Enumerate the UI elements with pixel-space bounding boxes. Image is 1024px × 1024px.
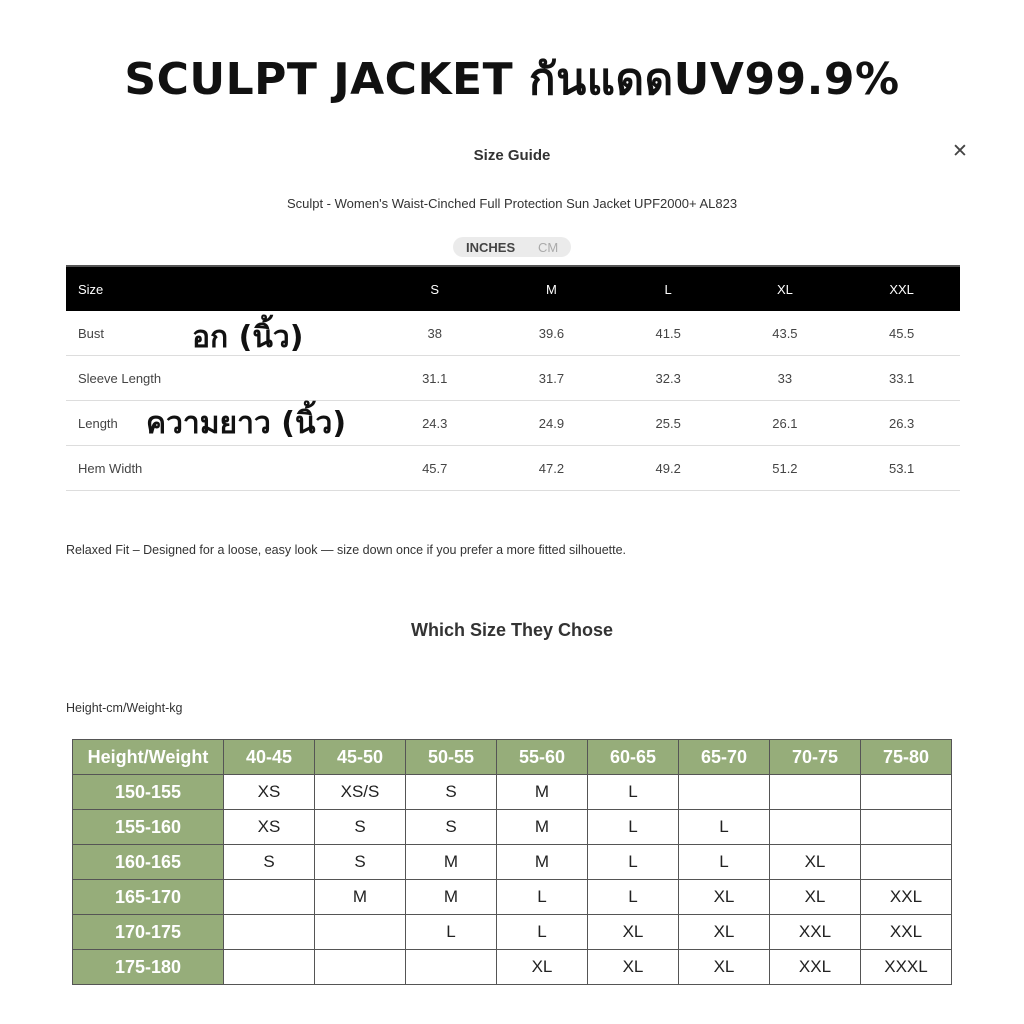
size-table-row (66, 356, 960, 401)
size-choice-cell: XXXL (861, 950, 952, 985)
size-choice-cell: XL (497, 950, 588, 985)
size-header-cell: Size (66, 266, 376, 311)
size-choice-cell: L (588, 845, 679, 880)
size-choice-cell: S (406, 775, 497, 810)
height-row-header: 165-170 (73, 880, 224, 915)
size-choice-cell: XXL (770, 950, 861, 985)
size-choice-cell: XL (679, 950, 770, 985)
fit-note: Relaxed Fit – Designed for a loose, easy look — size down once if you prefer a more fitted silhouette. (66, 543, 627, 557)
unit-option-inches[interactable]: INCHES (466, 240, 516, 255)
size-header-cell: S (376, 266, 493, 311)
chart-unit-label: Height-cm/Weight-kg (66, 701, 183, 715)
thai-length-label: ความยาว (นิ้ว) (146, 406, 347, 441)
size-choice-cell (861, 845, 952, 880)
weight-header-cell: 40-45 (224, 740, 315, 775)
size-value-cell: 26.3 (843, 401, 960, 446)
size-choice-cell: S (224, 845, 315, 880)
size-value-cell: 49.2 (610, 446, 727, 491)
weight-header-cell: 45-50 (315, 740, 406, 775)
height-row-header: 155-160 (73, 810, 224, 845)
size-choice-cell: L (497, 880, 588, 915)
size-choice-cell: S (315, 845, 406, 880)
size-value-cell: 51.2 (727, 446, 844, 491)
weight-header-cell: 75-80 (861, 740, 952, 775)
size-row-label: Bust (66, 311, 376, 356)
size-choice-cell: XS (224, 810, 315, 845)
size-choice-cell: XL (770, 880, 861, 915)
height-row-header: 170-175 (73, 915, 224, 950)
size-value-cell: 31.1 (376, 356, 493, 401)
weight-header-cell: 65-70 (679, 740, 770, 775)
size-header-cell: XL (727, 266, 844, 311)
size-choice-cell: XXL (861, 880, 952, 915)
size-choice-cell: XL (679, 880, 770, 915)
size-choice-cell: XL (588, 950, 679, 985)
size-value-cell: 38 (376, 311, 493, 356)
size-value-cell: 41.5 (610, 311, 727, 356)
size-choice-cell: XL (770, 845, 861, 880)
size-header-cell: M (493, 266, 610, 311)
size-value-cell: 33.1 (843, 356, 960, 401)
size-choice-cell: M (406, 845, 497, 880)
size-choice-cell (224, 880, 315, 915)
close-icon[interactable]: ✕ (952, 141, 968, 162)
size-choice-cell: XXL (770, 915, 861, 950)
size-choice-cell: L (679, 810, 770, 845)
size-choice-cell: XS/S (315, 775, 406, 810)
choice-table-row (73, 845, 952, 880)
choice-table-row (73, 880, 952, 915)
size-choice-cell: L (588, 880, 679, 915)
weight-header-cell: 55-60 (497, 740, 588, 775)
size-value-cell: 26.1 (727, 401, 844, 446)
choice-table-row (73, 775, 952, 810)
size-value-cell: 39.6 (493, 311, 610, 356)
size-choice-cell: M (315, 880, 406, 915)
height-row-header: 160-165 (73, 845, 224, 880)
weight-header-cell: 70-75 (770, 740, 861, 775)
size-table-header (66, 266, 960, 311)
size-choice-table (72, 739, 952, 985)
size-choice-cell: XS (224, 775, 315, 810)
choice-table-row (73, 950, 952, 985)
size-row-label: Length (66, 401, 376, 446)
unit-toggle[interactable] (453, 237, 571, 257)
size-choice-cell: L (588, 775, 679, 810)
weight-header-cell: 50-55 (406, 740, 497, 775)
unit-option-cm[interactable]: CM (538, 240, 559, 255)
size-value-cell: 45.5 (843, 311, 960, 356)
choice-corner-header: Height/Weight (73, 740, 224, 775)
size-choice-cell: XL (679, 915, 770, 950)
size-choice-cell: M (406, 880, 497, 915)
size-row-label: Sleeve Length (66, 356, 376, 401)
size-table (66, 265, 960, 491)
size-value-cell: 31.7 (493, 356, 610, 401)
weight-header-cell: 60-65 (588, 740, 679, 775)
size-value-cell: 32.3 (610, 356, 727, 401)
modal-title: Size Guide (473, 147, 551, 164)
size-value-cell: 24.9 (493, 401, 610, 446)
size-choice-cell: L (679, 845, 770, 880)
size-choice-cell: M (497, 775, 588, 810)
choice-table-row (73, 915, 952, 950)
size-choice-cell (315, 915, 406, 950)
size-choice-cell (224, 950, 315, 985)
promo-title: SCULPT JACKET กันแดดUV99.9% (124, 54, 900, 105)
size-value-cell: 45.7 (376, 446, 493, 491)
size-choice-cell (315, 950, 406, 985)
size-choice-cell: M (497, 810, 588, 845)
size-value-cell: 24.3 (376, 401, 493, 446)
height-row-header: 150-155 (73, 775, 224, 810)
size-choice-cell (770, 810, 861, 845)
size-choice-cell (224, 915, 315, 950)
size-value-cell: 47.2 (493, 446, 610, 491)
section-title: Which Size They Chose (410, 620, 614, 640)
size-choice-cell (861, 810, 952, 845)
size-value-cell: 43.5 (727, 311, 844, 356)
choice-table-row (73, 810, 952, 845)
size-choice-cell: L (497, 915, 588, 950)
size-choice-cell (679, 775, 770, 810)
size-header-cell: L (610, 266, 727, 311)
size-choice-cell: M (497, 845, 588, 880)
size-choice-cell: S (406, 810, 497, 845)
height-row-header: 175-180 (73, 950, 224, 985)
choice-table-header (73, 740, 952, 775)
size-choice-cell (770, 775, 861, 810)
size-choice-cell: L (406, 915, 497, 950)
size-choice-cell (406, 950, 497, 985)
size-header-cell: XXL (843, 266, 960, 311)
size-value-cell: 33 (727, 356, 844, 401)
size-choice-cell: XL (588, 915, 679, 950)
size-choice-cell (861, 775, 952, 810)
size-choice-cell: S (315, 810, 406, 845)
size-table-row (66, 446, 960, 491)
size-row-label: Hem Width (66, 446, 376, 491)
size-choice-cell: XXL (861, 915, 952, 950)
thai-bust-label: อก (นิ้ว) (192, 320, 304, 355)
size-choice-cell: L (588, 810, 679, 845)
size-value-cell: 25.5 (610, 401, 727, 446)
product-name: Sculpt - Women's Waist-Cinched Full Protection Sun Jacket UPF2000+ AL823 (286, 196, 738, 211)
size-value-cell: 53.1 (843, 446, 960, 491)
